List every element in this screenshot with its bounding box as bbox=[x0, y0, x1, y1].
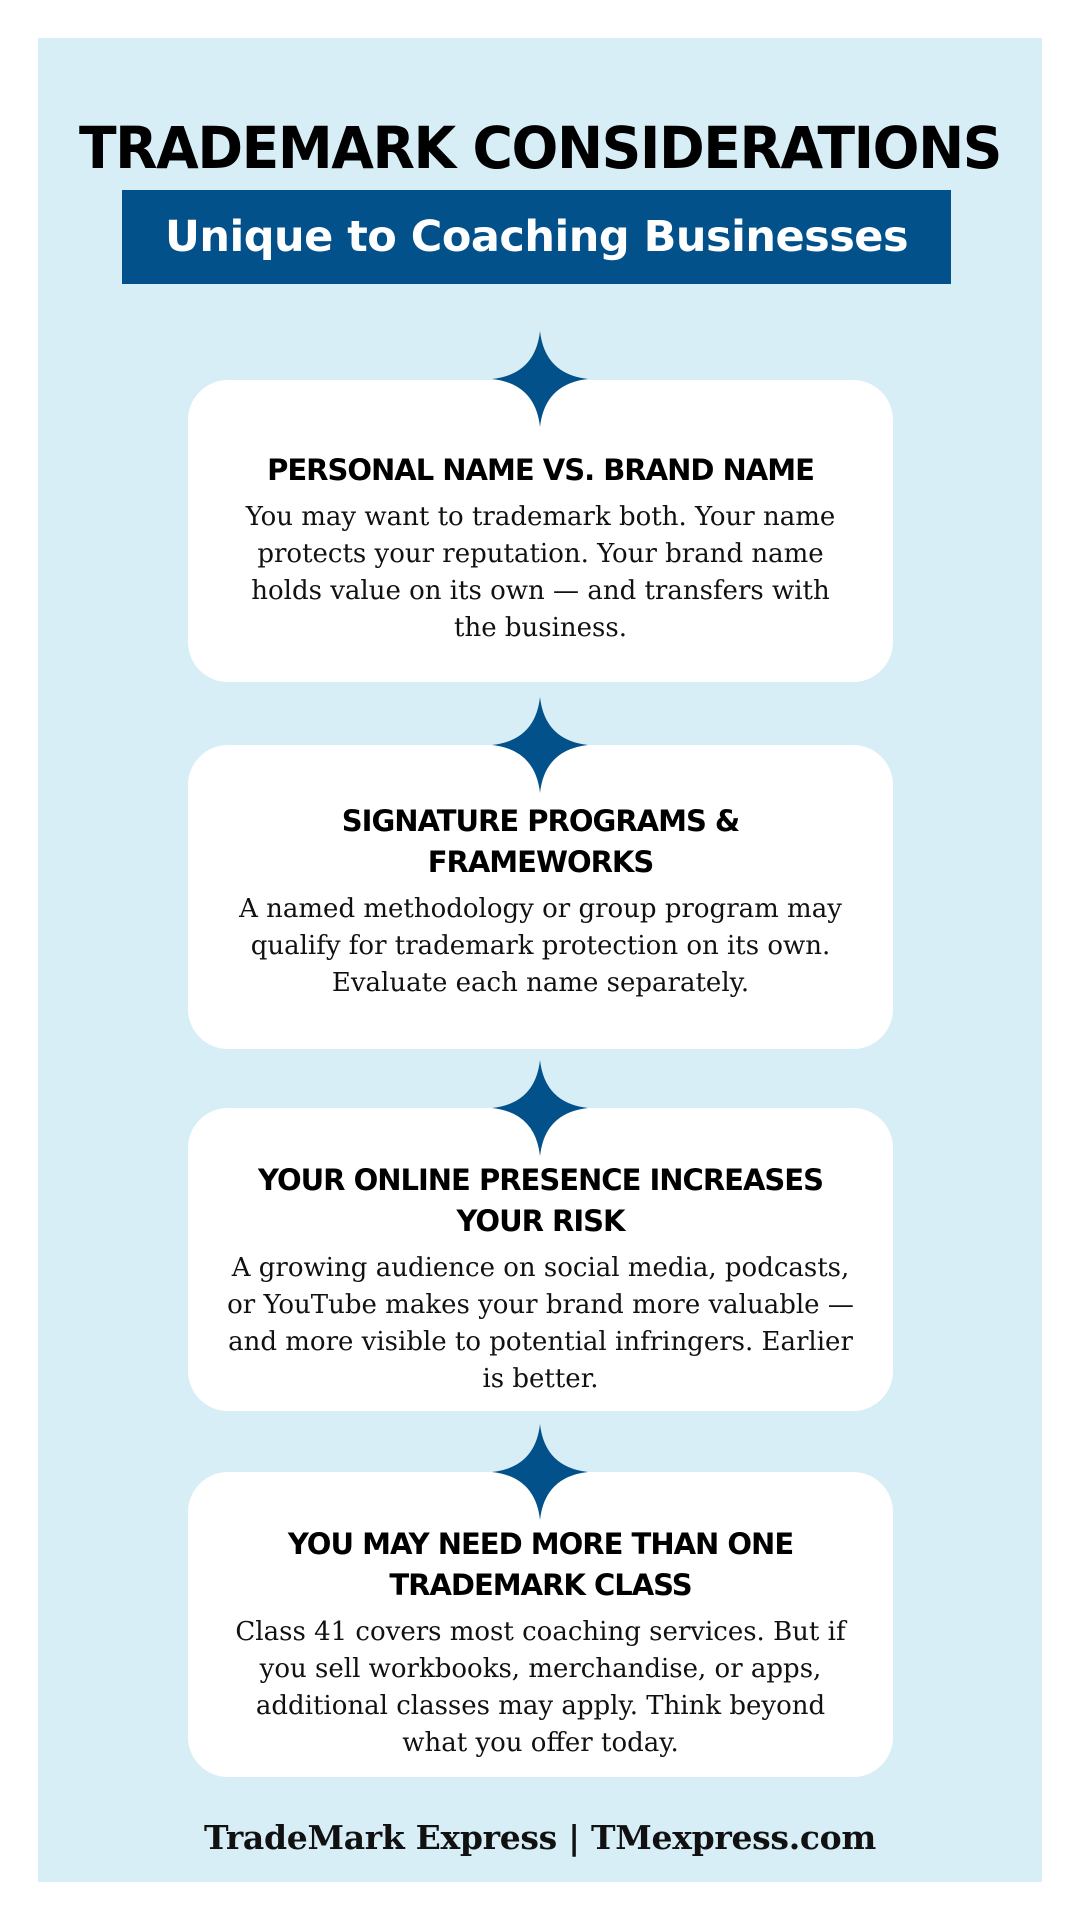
subtitle: Unique to Coaching Businesses bbox=[164, 212, 909, 262]
page-title: TRADEMARK CONSIDERATIONS bbox=[78, 114, 1002, 182]
card-body: You may want to trademark both. Your name protects your reputation. Your brand name holds value on its own — and transfers with the business. bbox=[245, 502, 836, 643]
four-point-star-icon bbox=[492, 1424, 588, 1520]
card-heading: PERSONAL NAME VS. BRAND NAME bbox=[267, 453, 814, 487]
footer-brand: TradeMark Express | TMexpress.com bbox=[203, 1818, 877, 1857]
four-point-star-icon bbox=[492, 1060, 588, 1156]
four-point-star-icon bbox=[492, 697, 588, 793]
subtitle-banner bbox=[122, 190, 951, 284]
four-point-star-icon bbox=[492, 331, 588, 427]
card-body: A named methodology or group program may qualify for trademark protection on its own. Evaluate each name separately. bbox=[239, 894, 842, 998]
card-heading: SIGNATURE PROGRAMS & FRAMEWORKS bbox=[341, 804, 740, 879]
card-heading: YOU MAY NEED MORE THAN ONE TRADEMARK CLASS bbox=[287, 1527, 794, 1602]
card-body: A growing audience on social media, podcasts, or YouTube makes your brand more valuable — and more visible to potential infringers. Earlier is better. bbox=[227, 1253, 854, 1394]
card-body: Class 41 covers most coaching services. But if you sell workbooks, merchandise, or apps, additional classes may apply. Think beyond what you offer today. bbox=[235, 1617, 846, 1758]
card-heading: YOUR ONLINE PRESENCE INCREASES YOUR RISK bbox=[257, 1163, 824, 1238]
